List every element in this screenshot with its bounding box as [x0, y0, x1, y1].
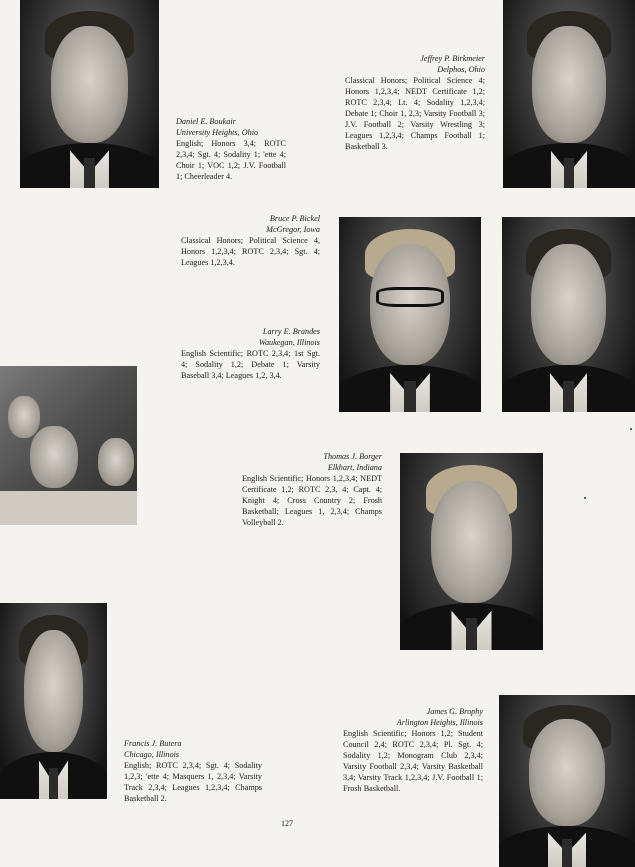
entry-brandes	[181, 326, 320, 381]
portrait-photo-boukair	[20, 0, 159, 188]
student-name: Thomas J. Borger	[323, 452, 382, 461]
entry-butera	[124, 738, 262, 804]
entry-brophy	[343, 706, 483, 794]
student-activities: Classical Honors; Political Science 4; Honors 1,2,3,4; NEDT Certificate 1,2; ROTC 2,3,4; Lt. 4; Sodality 1,2,3,4; Debate 1; Choir 1, 2,3; Varsity Football 3; J.V. Football 2; Varsity Wrestling 3; Leagues 1,2,3,4; Champs Football 1; Basketball 3.	[345, 76, 485, 151]
page-number: 127	[281, 819, 293, 828]
candid-group-photo	[0, 366, 137, 525]
glasses-icon	[376, 287, 444, 307]
student-name: Jeffrey P. Birkmeier	[420, 54, 485, 63]
student-hometown: University Heights, Ohio	[176, 128, 259, 137]
speck-mark	[584, 497, 586, 499]
entry-birkmeier	[345, 53, 485, 152]
student-name: Daniel E. Boukair	[176, 117, 236, 126]
student-hometown: Elkhart, Indiana	[327, 463, 382, 472]
student-hometown: Delphos, Ohio	[437, 65, 485, 74]
student-name: James G. Brophy	[426, 707, 483, 716]
entry-bickel	[181, 213, 320, 268]
portrait-photo-bickel	[339, 217, 481, 412]
entry-boukair	[176, 116, 286, 182]
student-activities: English; ROTC 2,3,4; Sgt. 4; Sodality 1,2,3; 'ette 4; Masquers 1, 2,3,4; Varsity Track 2,3,4; Leagues 1,2,3,4; Champs Basketball 2.	[124, 761, 262, 803]
student-activities: English Scientific; Honors 1,2; Student Council 2,4; ROTC 2,3,4; Pl. Sgt. 4; Sodality 1,2; Monogram Club 2,3,4; Varsity Football 2,3,4; Varsity Basketball 3,4; Varsity Track 1,2,3,4; J.V. Football 1; Frosh Basketball.	[343, 729, 483, 793]
student-activities: English; Honors 3,4; ROTC 2,3,4; Sgt. 4; Sodality 1; 'ette 4; Choir 1; VOC 1,2; J.V. Football 1; Cheerleader 4.	[176, 139, 286, 181]
portrait-photo-brophy	[499, 695, 635, 867]
student-hometown: Chicago, Illinois	[124, 750, 180, 759]
student-name: Bruce P. Bickel	[269, 214, 320, 223]
student-name: Francis J. Butera	[124, 739, 182, 748]
student-hometown: Arlington Heights, Illinois	[396, 718, 483, 727]
student-activities: English Scientific; ROTC 2,3,4; 1st Sgt. 4; Sodality 1,2; Debate 1; Varsity Baseball 3,4; Leagues 1,2, 3,4.	[181, 349, 320, 380]
student-hometown: McGregor, Iowa	[266, 225, 320, 234]
student-activities: English Scientific; Honors 1,2,3,4; NEDT Certificate 1,2; ROTC 2,3, 4; Capt. 4; Knight 4; Cross Country 2; Frosh Basketball; Leagues 1, 2,3,4; Champs Volleyball 2.	[242, 474, 382, 527]
portrait-photo-brandes	[502, 217, 635, 412]
portrait-photo-birkmeier	[503, 0, 635, 188]
speck-mark	[630, 428, 632, 430]
portrait-photo-borger	[400, 453, 543, 650]
entry-borger	[242, 451, 382, 528]
student-activities: Classical Honors; Political Science 4, Honors 1,2,3,4; ROTC 2,3,4; Sgt. 4; Leagues 1,2,3,4.	[181, 236, 320, 267]
portrait-photo-butera	[0, 603, 107, 799]
student-hometown: Waukegan, Illinois	[258, 338, 320, 347]
student-name: Larry E. Brandes	[262, 327, 320, 336]
